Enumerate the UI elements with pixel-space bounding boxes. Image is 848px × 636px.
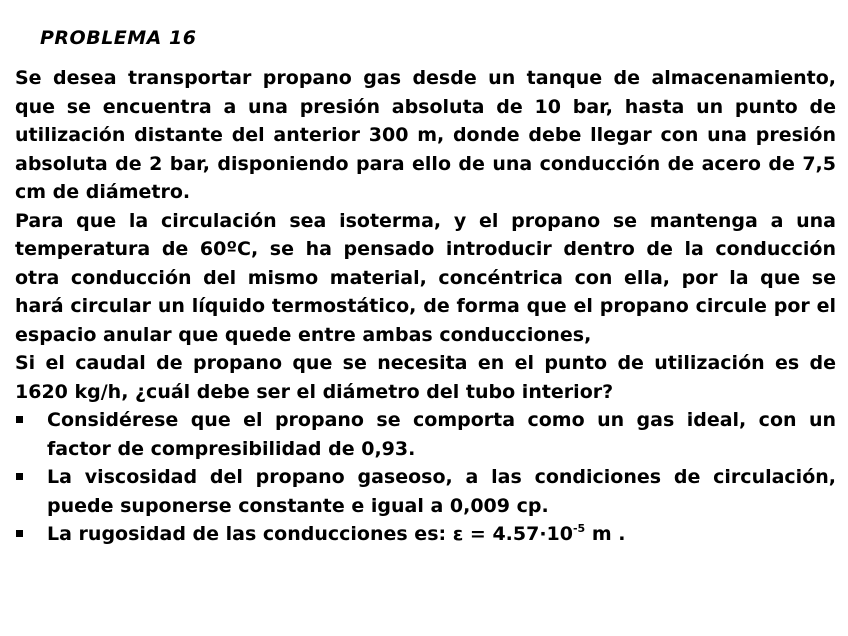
roughness-unit: m . [585,523,626,545]
assumption-roughness [15,520,836,549]
paragraph-question: Si el caudal de propano que se necesita en el punto de utilización es de 1620 kg/h, ¿cuál debe ser el diámetro del tubo interior? [15,352,836,403]
assumption-viscosity: La viscosidad del propano gaseoso, a las condiciones de circulación, puede suponerse constante e igual a 0,009 cp. [15,463,836,520]
roughness-text: La rugosidad de las conducciones es: ε = 4.57·10 [47,523,573,545]
assumptions-list [15,406,836,549]
roughness-exponent: -5 [572,522,586,535]
paragraph-isothermal-setup: Para que la circulación sea isoterma, y el propano se mantenga a una temperatura de 60ºC, se ha pensado introducir dentro de la conducción otra conducción del mismo material, concéntrica con ella, por la que se hará circular un líquido termostático, de forma que el propano circule por el espacio anular que quede entre ambas conducciones, [15,209,836,346]
problem-title: PROBLEMA 16 [40,27,197,49]
assumption-ideal-gas: Considérese que el propano se comporta como un gas ideal, con un factor de compresibilidad de 0,93. [15,406,836,463]
problem-statement [15,64,836,549]
paragraph-tank-description: Se desea transportar propano gas desde un tanque de almacenamiento, que se encuentra a una presión absoluta de 10 bar, hasta un punto de utilización distante del anterior 300 m, donde debe llegar con una presión absoluta de 2 bar, disponiendo para ello de una conducción de acero de 7,5 cm de diámetro. [15,67,836,203]
